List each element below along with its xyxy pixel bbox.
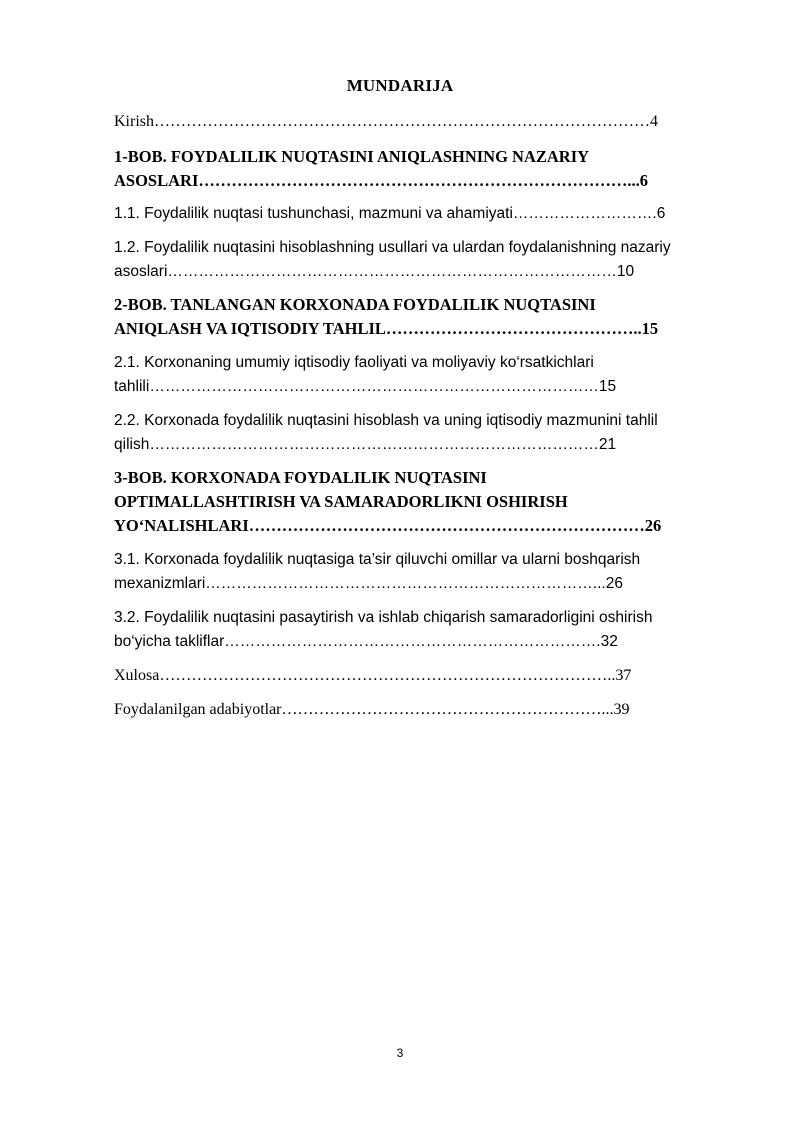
toc-section-1-2-line-1: 1.2. Foydalilik nuqtasini hisoblashning usullari va ulardan foydalanishning nazariy <box>114 239 671 256</box>
page-title: MUNDARIJA <box>346 76 454 95</box>
toc-section-3-1-line-1: 3.1. Korxonada foydalilik nuqtasiga ta’sir qiluvchi omillar va ularni boshqarish <box>114 551 641 568</box>
page-number: 3 <box>396 1046 404 1060</box>
toc-chapter-3-line-3: YO‘NALISHLARI………………………………………………………………26 <box>114 516 662 535</box>
toc-section-3-1-line-2: mexanizmlari…………………………………………………………………...26 <box>114 575 623 592</box>
toc-section-2-1-line-2: tahlili……………………………………………………………………………15 <box>114 378 617 395</box>
toc-section-1-2-line-2: asoslari……………………………………………………………………………10 <box>114 263 635 280</box>
toc-chapter-2-line-1: 2-BOB. TANLANGAN KORXONADA FOYDALILIK NUQTASINI <box>114 295 596 314</box>
toc-chapter-3-line-2: OPTIMALLASHTIRISH VA SAMARADORLIKNI OSHIRISH <box>114 492 568 511</box>
toc-entry-adabiyotlar: Foydalanilgan adabiyotlar……………………………………………………...39 <box>114 701 630 718</box>
toc-section-3-2-line-2: bo‘yicha takliflar……………………………………………………………….32 <box>114 633 618 650</box>
toc-entry-xulosa: Xulosa…………………………………………………………………………..37 <box>114 667 632 684</box>
toc-section-2-1-line-1: 2.1. Korxonaning umumiy iqtisodiy faoliyati va moliyaviy ko‘rsatkichlari <box>114 354 594 371</box>
toc-chapter-2-line-2: ANIQLASH VA IQTISODIY TAHLIL………………………………………..15 <box>114 319 659 338</box>
toc-chapter-3-line-1: 3-BOB. KORXONADA FOYDALILIK NUQTASINI <box>114 468 487 487</box>
toc-section-3-2-line-1: 3.2. Foydalilik nuqtasini pasaytirish va ishlab chiqarish samaradorligini oshirish <box>114 609 653 626</box>
toc-entry-kirish: Kirish…………………………………………………………………………………4 <box>114 113 658 130</box>
toc-chapter-1-line-1: 1-BOB. FOYDALILIK NUQTASINI ANIQLASHNING NAZARIY <box>114 147 590 166</box>
toc-section-2-2-line-2: qilish……………………………………………………………………………21 <box>114 436 617 453</box>
toc-section-1-1: 1.1. Foydalilik nuqtasi tushunchasi, mazmuni va ahamiyati……………………….6 <box>114 205 666 222</box>
toc-section-2-2-line-1: 2.2. Korxonada foydalilik nuqtasini hisoblash va uning iqtisodiy mazmunini tahlil <box>114 412 658 429</box>
toc-chapter-1-line-2: ASOSLARI……………………………………………………………………...6 <box>114 171 648 190</box>
